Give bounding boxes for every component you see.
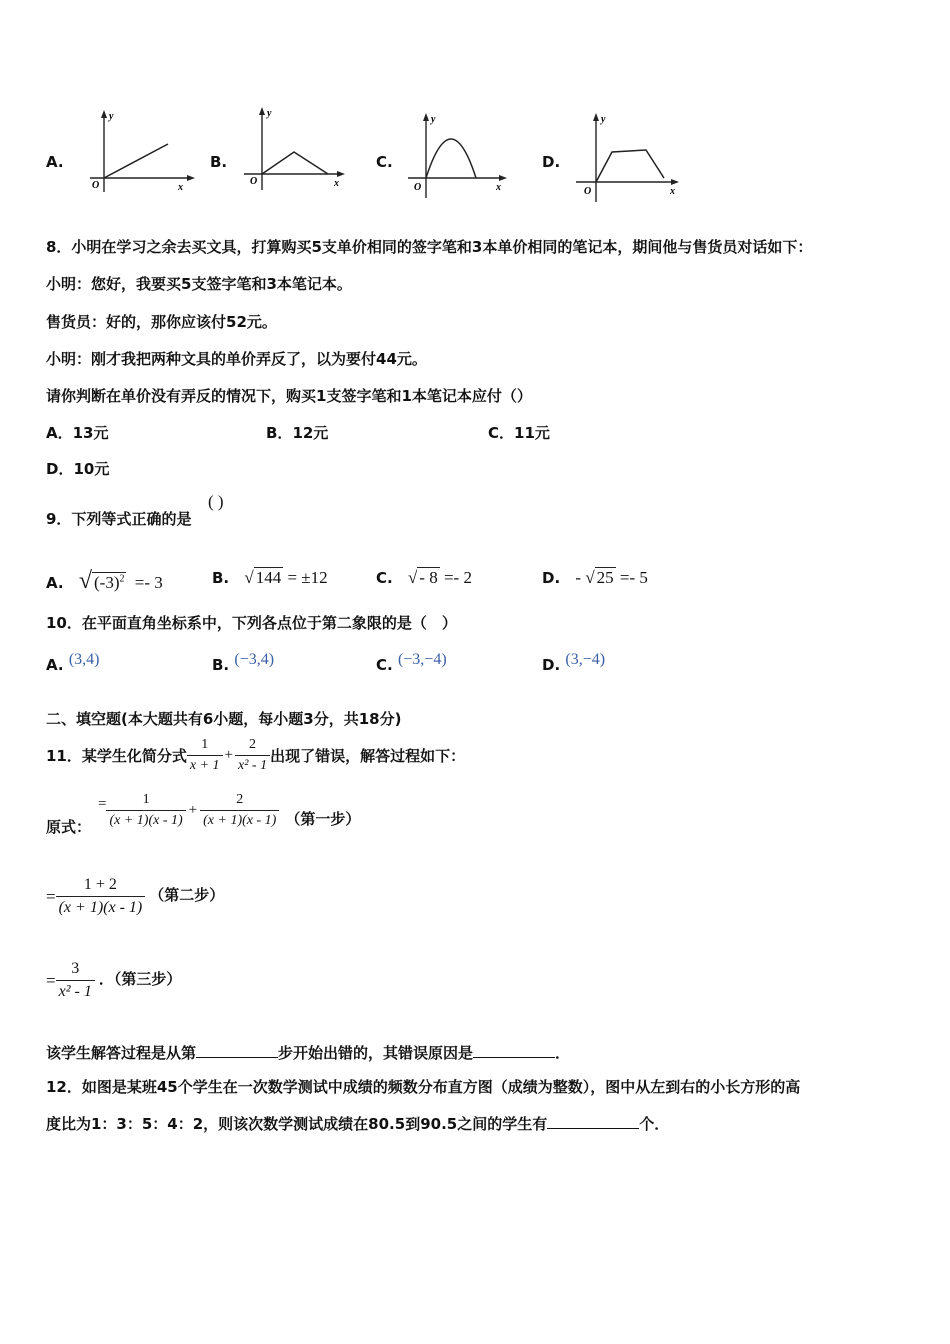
q11-stem-pre: 11．某学生化简分式 [46,746,187,765]
q9-option-a [46,568,163,595]
q7-graph-a [88,108,198,198]
q11-step-3 [46,958,181,1003]
q10-option-d [542,651,606,675]
q10-option-b-point: (−3,4) [234,651,275,668]
q8-option-d-text: 10元 [73,460,110,478]
q8-option-a [46,422,108,443]
q11-step1-f2-den: (x + 1)(x - 1) [203,813,277,828]
svg-text:O: O [250,176,258,187]
q11-step1-note: （第一步） [285,810,361,828]
q10-option-a [46,651,100,675]
q8-option-a-text: 13元 [72,424,109,442]
q9-option-b-label: B. [212,569,230,587]
q11-fraction-1 [187,735,223,776]
q11-step1-fraction-1 [106,790,185,831]
q11-plus: + [224,746,234,763]
q12-line-2-b: 个． [639,1115,670,1133]
q12-line-2-a: 度比为1：3：5：4：2，则该次数学测试成绩在80.5到90.5之间的学生有 [46,1115,548,1133]
radical-icon: √ [244,568,254,587]
svg-text:x: x [496,182,501,193]
q11-blank-step[interactable] [196,1043,278,1058]
q7-option-a-label: A. [46,153,64,171]
q10-option-c-point: (−3,−4) [397,651,447,668]
q11-step3-eq: = [46,970,56,990]
q9-option-c [376,568,472,588]
q9-b-radicand: 144 [255,568,282,587]
q8-option-c [488,422,550,443]
q9-c-rhs: =- 2 [443,568,472,587]
q10-option-c-label: C. [376,656,393,674]
q11-conclusion-b: 步开始出错的，其错误原因是 [278,1044,474,1062]
q10-option-b [212,651,275,675]
q11-step2-num: 1 + 2 [56,874,146,897]
q12-line-2 [46,1113,669,1134]
q9-option-a-label: A. [46,574,64,592]
origin-label: O [92,180,100,191]
q9-option-d [542,568,648,588]
q11-step1-f2-num: 2 [200,790,279,811]
q11-step1-fraction-2 [200,790,279,831]
q7-graph-b [242,104,352,196]
q11-conclusion-a: 该学生解答过程是从第 [46,1044,197,1062]
q7-option-b-label: B. [210,153,228,171]
q11-step1-f1-num: 1 [106,790,185,811]
q11-step2-den: (x + 1)(x - 1) [58,899,143,916]
q11-step2-eq: = [46,886,56,906]
q9-d-prefix: - [575,568,586,587]
q10-option-a-label: A. [46,656,64,674]
q12-blank[interactable] [547,1114,639,1129]
q8-question: 请你判断在单价没有弄反的情况下，购买1支签字笔和1本笔记本应付（） [46,387,532,405]
q8-option-b-label: B． [266,424,293,442]
q9-d-radicand: 25 [596,568,614,587]
q9-d-rhs: =- 5 [619,568,648,587]
q11-stem-post: 出现了错误，解答过程如下： [270,746,466,765]
q11-step1-f1-den: (x + 1)(x - 1) [109,813,183,828]
svg-text:x: x [334,178,339,189]
q7-option-d-label: D. [542,153,561,171]
q9-a-radicand: (-3) [94,573,120,592]
q11-blank-reason[interactable] [473,1043,555,1058]
q10-option-c [376,651,447,675]
q9-option-d-label: D. [542,569,561,587]
q8-option-c-label: C． [488,424,515,442]
q10-option-d-label: D. [542,656,561,674]
q11-step2-fraction [56,874,146,919]
q10-option-b-label: B. [212,656,230,674]
q11-f2-den: x² - 1 [238,757,268,773]
q8-dialog-1: 小明：您好，我要买5支签字笔和3本笔记本。 [46,275,352,293]
svg-text:O: O [584,186,592,197]
radical-icon: √ [585,568,595,587]
q12-line-1: 12．如图是某班45个学生在一次数学测试中成绩的频数分布直方图（成绩为整数），图中从左到右的小长方形的高 [46,1078,801,1096]
q9-option-b [212,568,328,588]
q9-c-radicand: - 8 [419,568,438,587]
q8-option-d-label: D． [46,460,74,478]
q11-step3-den: x² - 1 [58,983,92,1000]
q8-option-b-text: 12元 [292,424,329,442]
q11-stem [46,733,465,777]
q11-step1-eq: = [98,796,107,812]
q11-step1-plus: + [188,802,198,818]
q8-stem: 8．小明在学习之余去买文具，打算购买5支单价相同的签字笔和3本单价相同的笔记本，期间他与售货员对话如下： [46,238,813,256]
q11-step3-note: ．（第三步） [98,970,182,988]
q11-fraction-2 [235,735,270,776]
q8-option-b [266,422,328,443]
axis-y-label: y [109,111,114,122]
q11-conclusion-c: ． [555,1044,571,1062]
q11-step-2 [46,874,224,919]
q7-option-c-label: C. [376,153,393,171]
q10-option-d-point: (3,−4) [565,651,606,668]
radical-icon: √ [78,568,92,594]
svg-text:y: y [431,114,436,125]
q9-stem: 9．下列等式正确的是 [46,510,192,528]
q11-step-1 [98,790,360,831]
q8-option-a-label: A． [46,424,73,442]
q9-option-c-label: C. [376,569,393,587]
q11-f1-den: x + 1 [189,757,220,773]
q8-option-d [46,458,109,479]
radical-icon: √ [407,568,418,587]
q11-step2-note: （第二步） [149,886,225,904]
svg-text:O: O [414,182,422,193]
q7-graph-d [572,110,687,206]
section-2-title: 二、填空题(本大题共有6小题，每小题3分，共18分) [46,710,402,728]
q9-paren: ( ) [208,492,224,511]
q8-dialog-3: 小明：刚才我把两种文具的单价弄反了，以为要付44元。 [46,350,427,368]
q8-dialog-2: 售货员：好的，那你应该付52元。 [46,313,277,331]
axis-x-label: x [178,182,183,193]
q10-stem: 10．在平面直角坐标系中，下列各点位于第二象限的是（ ） [46,614,457,632]
q9-a-exponent: 2 [119,573,125,585]
q11-f2-num: 2 [235,735,270,756]
q9-b-rhs: = ±12 [287,568,328,587]
svg-text:y: y [267,108,272,119]
q8-option-c-text: 11元 [514,424,550,442]
q11-conclusion [46,1042,570,1063]
q11-step3-num: 3 [56,958,95,981]
q7-graph-c [404,110,514,202]
q9-a-rhs: =- 3 [134,573,163,592]
svg-text:y: y [601,114,606,125]
q11-origin-label: 原式： [46,818,92,836]
q10-option-a-point: (3,4) [68,651,100,668]
q11-step3-fraction [56,958,95,1003]
q11-f1-num: 1 [187,735,223,756]
svg-text:x: x [670,186,675,197]
